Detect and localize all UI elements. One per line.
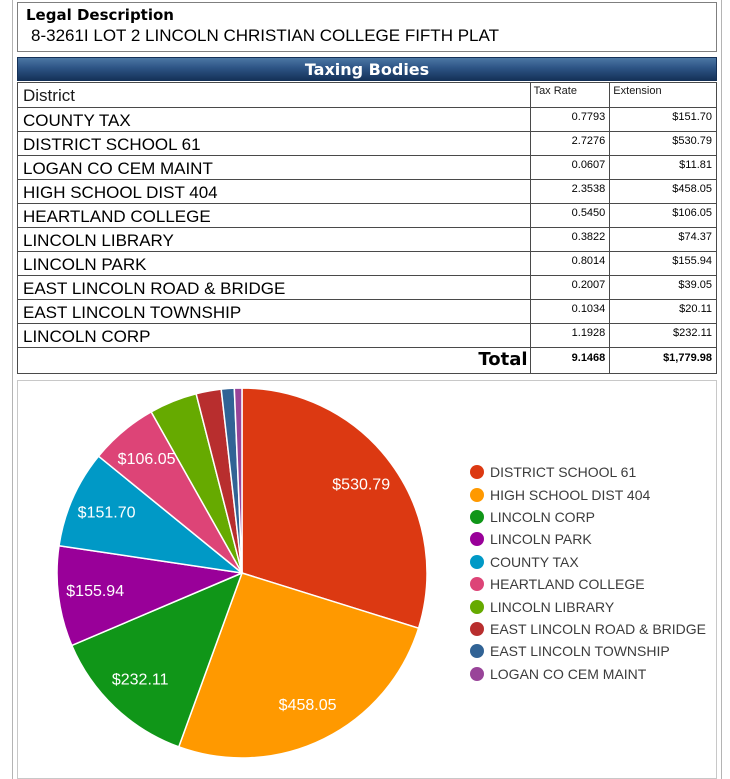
column-header-extension: Extension [610,83,717,108]
tax-rate-cell: 0.1034 [530,300,610,324]
pie-chart [18,381,468,778]
legend-color-dot-icon [470,644,484,658]
taxing-body-row [18,300,717,324]
legal-description-box [17,2,717,52]
pie-slice-value-label: $155.94 [66,583,125,601]
pie-slice-value-label: $232.11 [111,671,169,689]
legend-item [470,551,706,573]
extension-cell: $530.79 [610,132,717,156]
legend-color-dot-icon [470,622,484,636]
tax-extension-chart-panel [17,380,717,779]
legal-description-value: 8-3261I LOT 2 LINCOLN CHRISTIAN COLLEGE FIFTH PLAT [31,26,499,45]
extension-cell: $151.70 [610,108,717,132]
pie-slice-value-label: $530.79 [332,476,391,494]
legend-item [470,461,706,483]
legend-color-dot-icon [470,555,484,569]
legend-item [470,506,706,528]
tax-rate-cell: 1.1928 [530,324,610,348]
total-tax-rate: 9.1468 [530,348,610,374]
legend-item [470,573,706,595]
extension-cell: $106.05 [610,204,717,228]
pie-slice-value-label: $458.05 [278,696,337,714]
page-container [12,0,722,779]
legend-label: DISTRICT SCHOOL 61 [490,464,637,481]
legend-color-dot-icon [470,532,484,546]
district-cell: HIGH SCHOOL DIST 404 [18,180,531,204]
taxing-body-row [18,204,717,228]
legend-color-dot-icon [470,488,484,502]
legend-color-dot-icon [470,510,484,524]
extension-cell: $20.11 [610,300,717,324]
legend-label: LINCOLN LIBRARY [490,598,615,615]
legend-item [470,528,706,550]
legend-color-dot-icon [470,600,484,614]
legend-label: EAST LINCOLN TOWNSHIP [490,643,670,660]
column-header-district: District [18,83,531,108]
tax-rate-cell: 0.0607 [530,156,610,180]
legend-item [470,618,706,640]
district-cell: EAST LINCOLN ROAD & BRIDGE [18,276,531,300]
extension-cell: $74.37 [610,228,717,252]
taxing-body-row [18,324,717,348]
taxing-body-row [18,156,717,180]
legal-description-title: Legal Description [26,6,174,24]
district-cell: LINCOLN CORP [18,324,531,348]
tax-rate-cell: 0.5450 [530,204,610,228]
legend-label: COUNTY TAX [490,553,579,570]
legend-color-dot-icon [470,577,484,591]
total-row [18,348,717,374]
district-cell: LINCOLN PARK [18,252,531,276]
tax-rate-cell: 2.3538 [530,180,610,204]
pie-slice-value-label: $151.70 [77,504,136,522]
district-cell: HEARTLAND COLLEGE [18,204,531,228]
legend-color-dot-icon [470,465,484,479]
tax-rate-cell: 2.7276 [530,132,610,156]
legend-label: LINCOLN CORP [490,508,596,525]
legend-item [470,640,706,662]
extension-cell: $11.81 [610,156,717,180]
taxing-bodies-header: Taxing Bodies [17,57,717,81]
tax-rate-cell: 0.3822 [530,228,610,252]
legend-item [470,595,706,617]
taxing-body-row [18,132,717,156]
total-label: Total [18,348,531,374]
extension-cell: $155.94 [610,252,717,276]
legend-label: LOGAN CO CEM MAINT [490,665,647,682]
extension-cell: $458.05 [610,180,717,204]
legend-item [470,663,706,685]
taxing-body-row [18,252,717,276]
pie-slice-value-label: $106.05 [117,451,176,469]
tax-rate-cell: 0.7793 [530,108,610,132]
district-cell: DISTRICT SCHOOL 61 [18,132,531,156]
total-extension: $1,779.98 [610,348,717,374]
legend-label: LINCOLN PARK [490,531,592,548]
extension-cell: $232.11 [610,324,717,348]
legend-label: HEARTLAND COLLEGE [490,576,645,593]
extension-cell: $39.05 [610,276,717,300]
district-cell: EAST LINCOLN TOWNSHIP [18,300,531,324]
column-header-tax-rate: Tax Rate [530,83,610,108]
taxing-body-row [18,180,717,204]
district-cell: LINCOLN LIBRARY [18,228,531,252]
district-cell: COUNTY TAX [18,108,531,132]
taxing-body-row [18,276,717,300]
legend-label: EAST LINCOLN ROAD & BRIDGE [490,620,707,637]
taxing-body-row [18,108,717,132]
legend-item [470,483,706,505]
tax-rate-cell: 0.8014 [530,252,610,276]
legend-label: HIGH SCHOOL DIST 404 [490,486,651,503]
legend-color-dot-icon [470,667,484,681]
tax-rate-cell: 0.2007 [530,276,610,300]
district-cell: LOGAN CO CEM MAINT [18,156,531,180]
taxing-body-row [18,228,717,252]
chart-legend [470,461,706,685]
taxing-bodies-table [17,82,717,374]
column-header-row [18,83,717,108]
